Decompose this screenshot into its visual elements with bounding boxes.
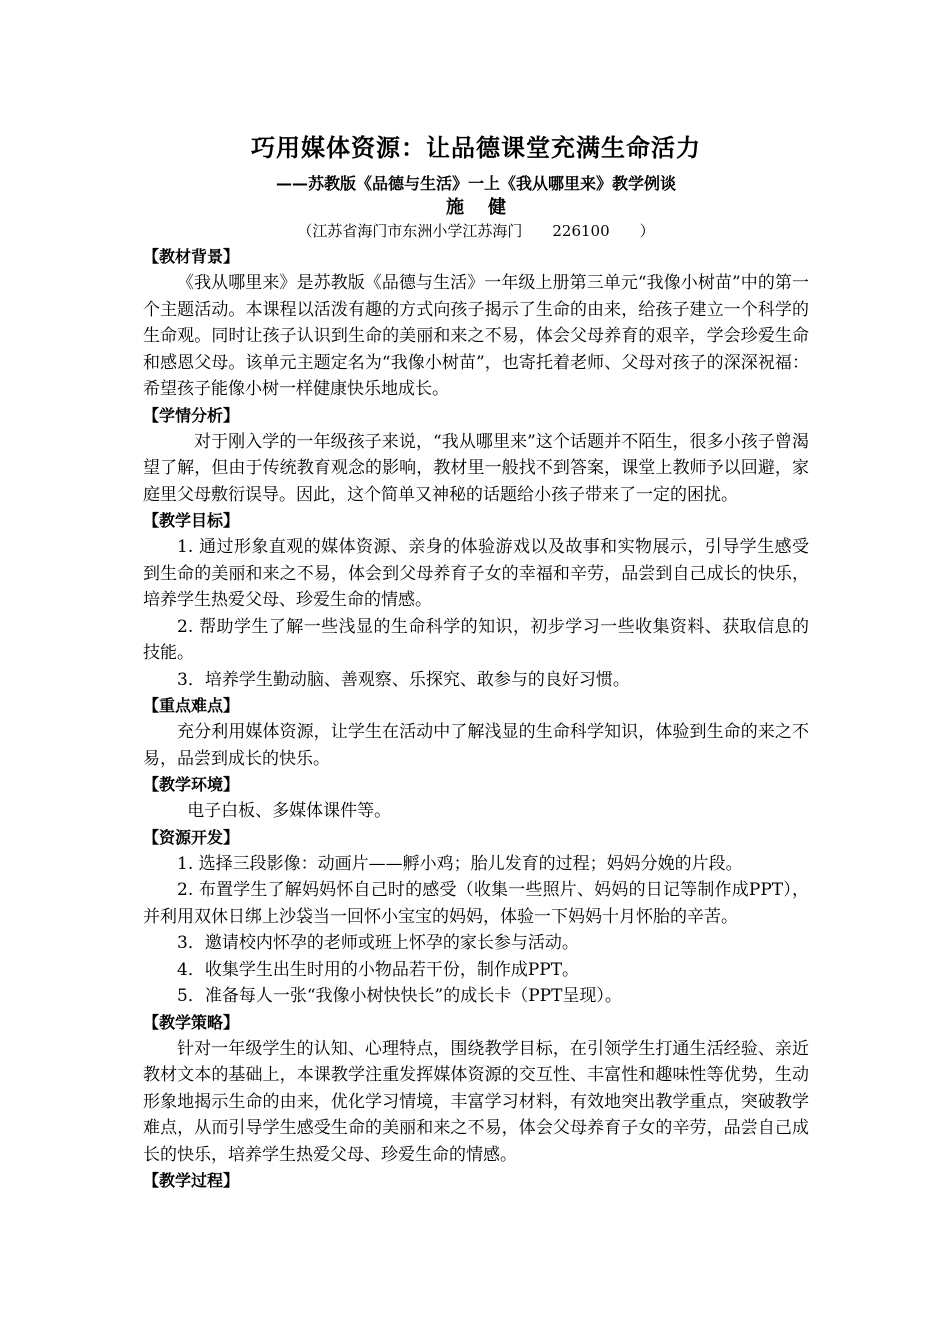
resource-item-3: 3．邀请校内怀孕的老师或班上怀孕的家长参与活动。 <box>177 933 579 953</box>
key-points-paragraph: 充分利用媒体资源，让学生在活动中了解浅显的生命科学知识，体验到生命的来之不易，品尝到成长的快乐。 <box>143 722 809 769</box>
goal-item-1: 1. 通过形象直观的媒体资源、亲身的体验游戏以及故事和实物展示，引导学生感受到生命的美丽和来之不易，体会到父母养育子女的幸福和辛劳，品尝到自己成长的快乐，培养学生热爱父母、珍爱生命的情感。 <box>143 537 809 610</box>
environment-paragraph: 电子白板、多媒体课件等。 <box>187 801 392 821</box>
document-subtitle: ——苏教版《品德与生活》一上《我从哪里来》教学例谈 <box>275 174 676 193</box>
section-heading-key-points: 【重点难点】 <box>143 696 240 715</box>
author-affiliation: （江苏省海门市东洲小学江苏海门 226100 ） <box>297 222 655 240</box>
section-heading-resources: 【资源开发】 <box>143 827 240 847</box>
section-heading-background: 【教材背景】 <box>143 247 240 266</box>
goal-item-3: 3．培养学生勤动脑、善观察、乐探究、敢参与的良好习惯。 <box>177 669 630 690</box>
resource-item-2: 2. 布置学生了解妈妈怀自己时的感受（收集一些照片、妈妈的日记等制作成PPT），并利用双休日绑上沙袋当一回怀小宝宝的妈妈，体验一下妈妈十月怀胎的辛苦。 <box>143 880 809 927</box>
background-paragraph: 《我从哪里来》是苏教版《品德与生活》一年级上册第三单元“我像小树苗”中的第一个主题活动。本课程以活泼有趣的方式向孩子揭示了生命的由来，给孩子建立一个科学的生命观。同时让孩子认识到生命的美丽和来之不易，体会父母养育的艰辛，学会珍爱生命和感恩父母。该单元主题定名为“我像小树苗”，也寄托着老师、父母对孩子的深深祝福：希望孩子能像小树一样健康快乐地成长。 <box>143 273 809 399</box>
section-heading-goals: 【教学目标】 <box>143 511 240 530</box>
author-name: 施健 <box>446 197 530 218</box>
document-title: 巧用媒体资源：让品德课堂充满生命活力 <box>251 134 701 162</box>
resource-item-1: 1. 选择三段影像：动画片——孵小鸡；胎儿发育的过程；妈妈分娩的片段。 <box>177 853 743 874</box>
goal-item-2: 2. 帮助学生了解一些浅显的生命科学的知识，初步学习一些收集资料、获取信息的技能。 <box>143 616 809 663</box>
document-page <box>143 130 809 1194</box>
learners-paragraph: 对于刚入学的一年级孩子来说，“我从哪里来”这个话题并不陌生，很多小孩子曾渴望了解，但由于传统教育观念的影响，教材里一般找不到答案，课堂上教师予以回避，家庭里父母敷衍误导。因此，这个简单又神秘的话题给小孩子带来了一定的困扰。 <box>143 431 809 505</box>
resource-item-4: 4．收集学生出生时用的小物品若干份，制作成PPT。 <box>177 959 580 980</box>
section-heading-strategy: 【教学策略】 <box>143 1012 240 1032</box>
section-heading-process: 【教学过程】 <box>143 1171 240 1190</box>
resource-item-5: 5．准备每人一张“我像小树快快长”的成长卡（PPT呈现）。 <box>177 986 622 1006</box>
section-heading-environment: 【教学环境】 <box>143 775 240 794</box>
section-heading-learners: 【学情分析】 <box>143 405 240 425</box>
strategy-paragraph: 针对一年级学生的认知、心理特点，围绕教学目标，在引领学生打通生活经验、亲近教材文本的基础上，本课教学注重发挥媒体资源的交互性、丰富性和趣味性等优势，生动形象地揭示生命的由来，优化学习情境，丰富学习材料，有效地突出教学重点，突破教学难点，从而引导学生感受生命的美丽和来之不易，体会父母养育子女的辛劳，品尝自己成长的快乐，培养学生热爱父母、珍爱生命的情感。 <box>143 1038 809 1165</box>
